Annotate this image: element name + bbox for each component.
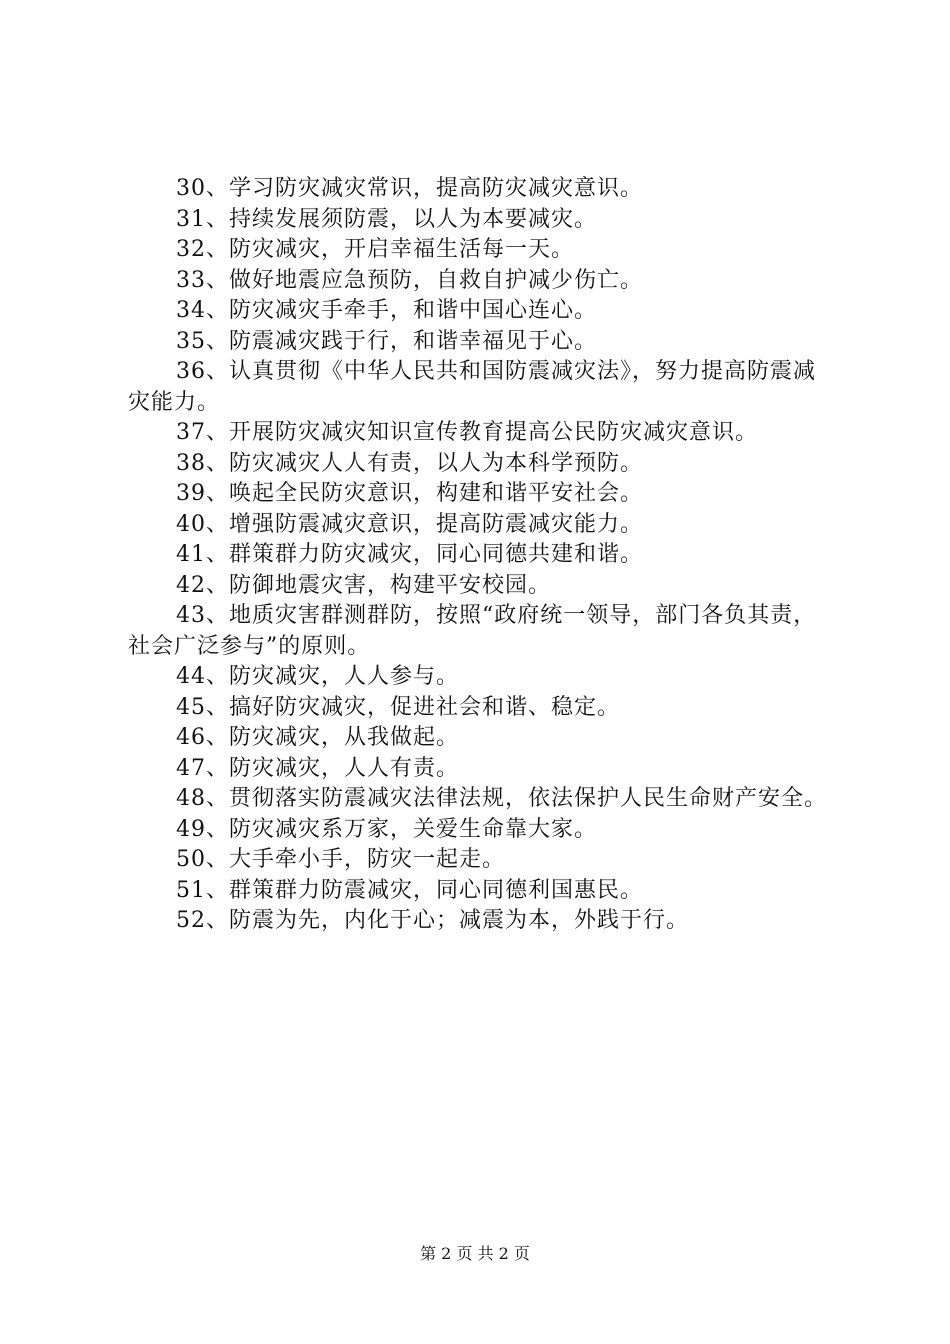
list-item: 39、唤起全民防灾意识，构建和谐平安社会。: [176, 481, 643, 506]
list-item: 34、防灾减灾手牵手，和谐中国心连心。: [176, 298, 597, 323]
list-item: 38、防灾减灾人人有责，以人为本科学预防。: [176, 450, 643, 476]
list-item: 42、防御地震灾害，构建平安校园。: [176, 572, 551, 598]
list-item: 49、防灾减灾系万家，关爱生命靠大家。: [176, 816, 597, 842]
list-item: 31、持续发展须防震，以人为本要减灾。: [176, 206, 597, 232]
list-item: 35、防震减灾践于行，和谐幸福见于心。: [176, 328, 597, 354]
list-item: 48、贯彻落实防震减灾法律法规，依法保护人民生命财产安全。: [176, 786, 827, 811]
list-item: 32、防灾减灾，开启幸福生活每一天。: [176, 237, 574, 262]
list-item: 45、搞好防灾减灾，促进社会和谐、稳定。: [176, 694, 620, 720]
list-item: 43、地质灾害群测群防，按照“政府统一领导，部门各负其责，社会广泛参与”的原则。: [128, 603, 817, 659]
list-item: 46、防灾减灾，从我做起。: [176, 725, 459, 750]
list-item: 51、群策群力防震减灾，同心同德利国惠民。: [176, 877, 643, 903]
list-item: 33、做好地震应急预防，自救自护减少伤亡。: [176, 267, 643, 293]
list-item: 30、学习防灾减灾常识，提高防灾减灾意识。: [176, 176, 643, 201]
list-item: 52、防震为先，内化于心；减震为本，外践于行。: [176, 908, 689, 933]
list-item: 37、开展防灾减灾知识宣传教育提高公民防灾减灾意识。: [176, 420, 758, 445]
list-item: 36、认真贯彻《中华人民共和国防震减灾法》，努力提高防震减灾能力。: [128, 359, 816, 415]
document-body: [128, 174, 828, 937]
list-item: 44、防灾减灾，人人参与。: [176, 664, 459, 689]
list-item: 47、防灾减灾，人人有责。: [176, 755, 459, 781]
list-item: 50、大手牵小手，防灾一起走。: [176, 847, 505, 872]
list-item: 41、群策群力防灾减灾，同心同德共建和谐。: [176, 542, 643, 567]
list-item: 40、增强防震减灾意识，提高防震减灾能力。: [176, 511, 643, 537]
page-footer: [0, 1244, 950, 1264]
page-number-label: 第 2 页 共 2 页: [420, 1244, 530, 1263]
